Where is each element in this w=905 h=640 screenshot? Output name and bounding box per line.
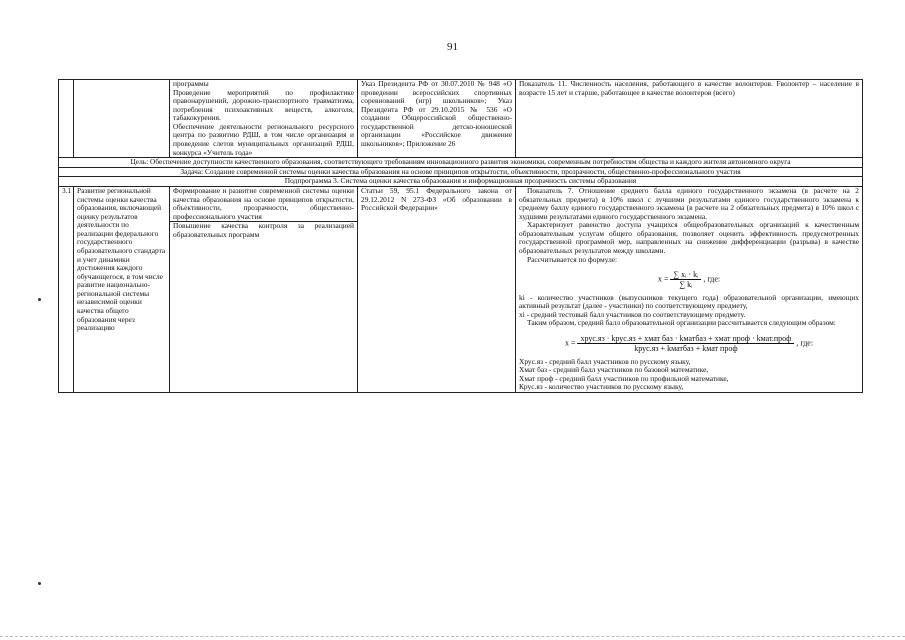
cell-activities	[170, 186, 358, 392]
scan-dot	[38, 298, 41, 301]
table-row-top	[59, 80, 863, 158]
cell-empty-num	[59, 80, 74, 158]
task-row	[59, 167, 863, 177]
table-row-3-1	[59, 186, 863, 392]
formula-denominator: ∑ kᵢ	[679, 280, 693, 290]
formula-fraction	[577, 334, 794, 354]
activity-item: Проведение мероприятий по профилактике правонарушений, дорожно-транспортного травматизма, потребления психоактивных веществ, алкоголя, табакокурения.	[173, 87, 354, 123]
formula-denominator: kрус.яз + kматбаз + kмат проф	[634, 344, 738, 354]
formula-tail: , где:	[703, 274, 721, 284]
formula-intro: Рассчитывается по формуле:	[527, 254, 618, 264]
definition-line: Хмат баз - средний балл участников по базовой математике,	[519, 365, 709, 375]
activity-item: Повышение качества контроля за реализацией образовательных программ	[173, 221, 354, 239]
cell-legal-basis: Статьи 59, 95.1 Федерального закона от 29.12.2012 N 273-ФЗ «Об образовании в Российской Федерации»	[358, 186, 516, 392]
indicator-title: Показатель 7. Отношение среднего балла единого государственного экзамена (в расчете на 2 обязательных предмета) в 10% школ с лучшими результатами единого государственного экзамена к среднему баллу единого государственного экзамена (в расчете на 2 обязательных предмета) в 10% школ с худшими результатами единого государственного экзамена.	[519, 186, 859, 221]
formula-1	[519, 270, 859, 290]
goal-text: Цель: Обеспечение доступности качественного образования, соответствующего требованиям инновационного развития экономики, современным потребностям общества и каждого жителя автономного округа	[59, 158, 863, 168]
program-table	[58, 79, 863, 393]
definition-line: Крус.яз - количество участников по русскому языку,	[519, 382, 684, 392]
cell-activities	[170, 80, 358, 158]
scan-dot	[38, 582, 41, 585]
cell-empty-name	[74, 80, 170, 158]
indicator-description: Характеризует равенство доступа учащихся общеобразовательных организаций к качественным образовательным услугам общего образования, позволяет оценить эффективность предусмотренных государственной программой мер, направленных на снижение дифференциации (разрыва) в качестве образовательных результатов между школами.	[519, 220, 859, 255]
task-text: Задача: Создание современной системы оценки качества образования на основе принципов открытости, объективности, прозрачности, общественно-профессионального участия	[59, 167, 863, 177]
formula-2	[519, 334, 859, 354]
formula-variable: x =	[657, 274, 669, 284]
activity-item: Обеспечение деятельности регионального ресурсного центра по развитию РДШ, в том числе организация и проведение слетов муниципальных организаций РДШ, конкурса «Учитель года»	[173, 121, 354, 157]
formula-numerator: ∑ xᵢ · kᵢ	[670, 270, 701, 280]
definition-xi: xi - средний тестовый балл участников по соответствующему предмету.	[519, 309, 746, 319]
row-name: Развитие региональной системы оценки качества образования, включающей оценку результатов деятельности по реализации федерального государственного образовательного стандарта и учет динамики достижения каждого обучающегося, в том числе развитие национально-региональной системы независимой оценки качества общего образования через реализацию	[74, 186, 170, 392]
formula-variable: x =	[564, 338, 576, 348]
page-number: 91	[447, 41, 458, 53]
subprogram-row	[59, 177, 863, 187]
cell-indicator	[516, 186, 863, 392]
formula-fraction	[670, 270, 701, 290]
formula-tail: , где:	[796, 338, 814, 348]
formula-numerator: xрус.яз · kрус.яз + xмат баз · kматбаз + xмат проф · kмат.проф	[577, 334, 794, 344]
scan-edge-line	[0, 636, 905, 637]
subprogram-title: Подпрограмма 3. Система оценки качества образования и информационная прозрачность системы образования	[59, 177, 863, 187]
activity-header: программы	[173, 79, 209, 88]
formula-intro-2: Таким образом, средний балл образовательной организации рассчитывается следующим образом:	[527, 318, 836, 328]
definition-line: Хмат проф - средний балл участников по профильной математике,	[519, 373, 729, 383]
activity-item: Формирование и развитие современной системы оценки качества образования на основе принципов открытости, объективности, прозрачности, общественно-профессионального участия	[170, 187, 357, 222]
cell-indicator: Показатель 11. Численность населения, работающего в качестве волонтеров. Fволонтер – население в возрасте 15 лет и старше, работающее в качестве волонтеров (всего)	[516, 80, 863, 158]
row-number: 3.1	[59, 186, 74, 392]
cell-legal-basis: Указ Президента РФ от 30.07.2010 № 948 «О проведении всероссийских спортивных соревнований (игр) школьников»; Указ Президента РФ от 29.10.2015 № 536 «О создании Общероссийской общественно-государственной детско-юношеской организации «Российское движение школьников»; Приложение 26	[358, 80, 516, 158]
goal-row	[59, 158, 863, 168]
definition-line: Хрус.яз - средний балл участников по русскому языку,	[519, 356, 691, 366]
definition-ki: ki - количество участников (выпускников текущего года) образовательной организации, имеющих активный результат (далее - участники) по соответствующему предмету,	[519, 292, 859, 311]
